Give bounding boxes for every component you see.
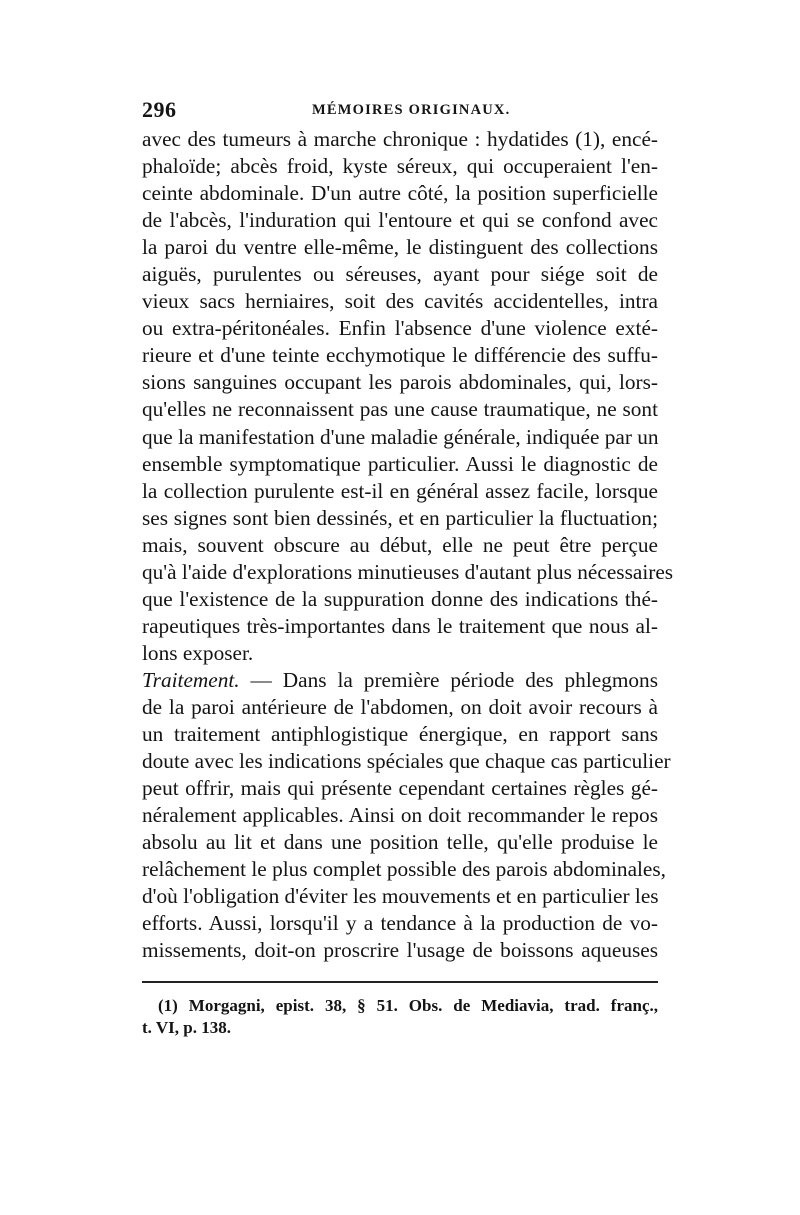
text-line: qu'elles ne reconnaissent pas une cause traumatique, ne sont [142, 397, 658, 422]
page-header [142, 97, 662, 127]
text-line: ensemble symptomatique particulier. Aussi le diagnostic de [142, 451, 658, 476]
text-line: relâchement le plus complet possible des parois abdominales, [142, 857, 666, 882]
text-line: la collection purulente est-il en général assez facile, lorsque [142, 478, 658, 503]
text-line: absolu au lit et dans une position telle, qu'elle produise le [142, 830, 658, 855]
footnote-line: t. VI, p. 138. [142, 1018, 231, 1037]
text-line: efforts. Aussi, lorsqu'il y a tendance à la production de vo- [142, 911, 658, 936]
footnote [142, 995, 658, 1039]
text-line: sions sanguines occupant les parois abdominales, qui, lors- [142, 370, 658, 395]
text-line: rieure et d'une teinte ecchymotique le différencie des suffu- [142, 343, 658, 368]
text-line: lons exposer. [142, 640, 254, 665]
text-line: phaloïde; abcès froid, kyste séreux, qui occuperaient l'en- [142, 154, 658, 179]
running-head: MÉMOIRES ORIGINAUX. [312, 102, 511, 118]
footnote-rule [142, 981, 658, 983]
text-line: rapeutiques très-importantes dans le traitement que nous al- [142, 613, 658, 638]
footnote-line: (1) Morgagni, epist. 38, § 51. Obs. de Mediavia, trad. franç., [158, 996, 658, 1015]
treatment-first-line [142, 667, 658, 694]
text-line: d'où l'obligation d'éviter les mouvements et en particulier les [142, 884, 659, 909]
text-line: mais, souvent obscure au début, elle ne peut être perçue [142, 532, 658, 557]
text-line: qu'à l'aide d'explorations minutieuses d'autant plus nécessaires [142, 559, 674, 584]
text-line: vieux sacs herniaires, soit des cavités accidentelles, intra [142, 289, 658, 314]
text-line: un traitement antiphlogistique énergique, en rapport sans [142, 722, 658, 747]
text-line: de l'abcès, l'induration qui l'entoure et qui se confond avec [142, 208, 658, 233]
text-line: ses signes sont bien dessinés, et en particulier la fluctuation; [142, 505, 658, 530]
text-line: missements, doit-on proscrire l'usage de boissons aqueuses [142, 938, 658, 963]
text-line: que l'existence de la suppuration donne des indications thé- [142, 586, 658, 611]
text-line: de la paroi antérieure de l'abdomen, on doit avoir recours à [142, 694, 658, 719]
text-line: que la manifestation d'une maladie générale, indiquée par un [142, 424, 659, 449]
text-line: ceinte abdominale. D'un autre côté, la position superficielle [142, 181, 658, 206]
text-line: aiguës, purulentes ou séreuses, ayant pour siége soit de [142, 262, 658, 287]
treatment-heading: Traitement. [142, 667, 240, 692]
text-line: ou extra-péritonéales. Enfin l'absence d'une violence exté- [142, 316, 658, 341]
text-line: néralement applicables. Ainsi on doit recommander le repos [142, 803, 658, 828]
text-line: la paroi du ventre elle-même, le distinguent des collections [142, 235, 658, 260]
body-text [142, 126, 674, 964]
treatment-first-line-text: — Dans la première période des phlegmons [239, 667, 658, 692]
text-line: peut offrir, mais qui présente cependant certaines règles gé- [142, 776, 658, 801]
text-line: doute avec les indications spéciales que chaque cas particulier [142, 749, 671, 774]
page-number: 296 [142, 97, 177, 122]
text-line: avec des tumeurs à marche chronique : hydatides (1), encé- [142, 127, 658, 151]
